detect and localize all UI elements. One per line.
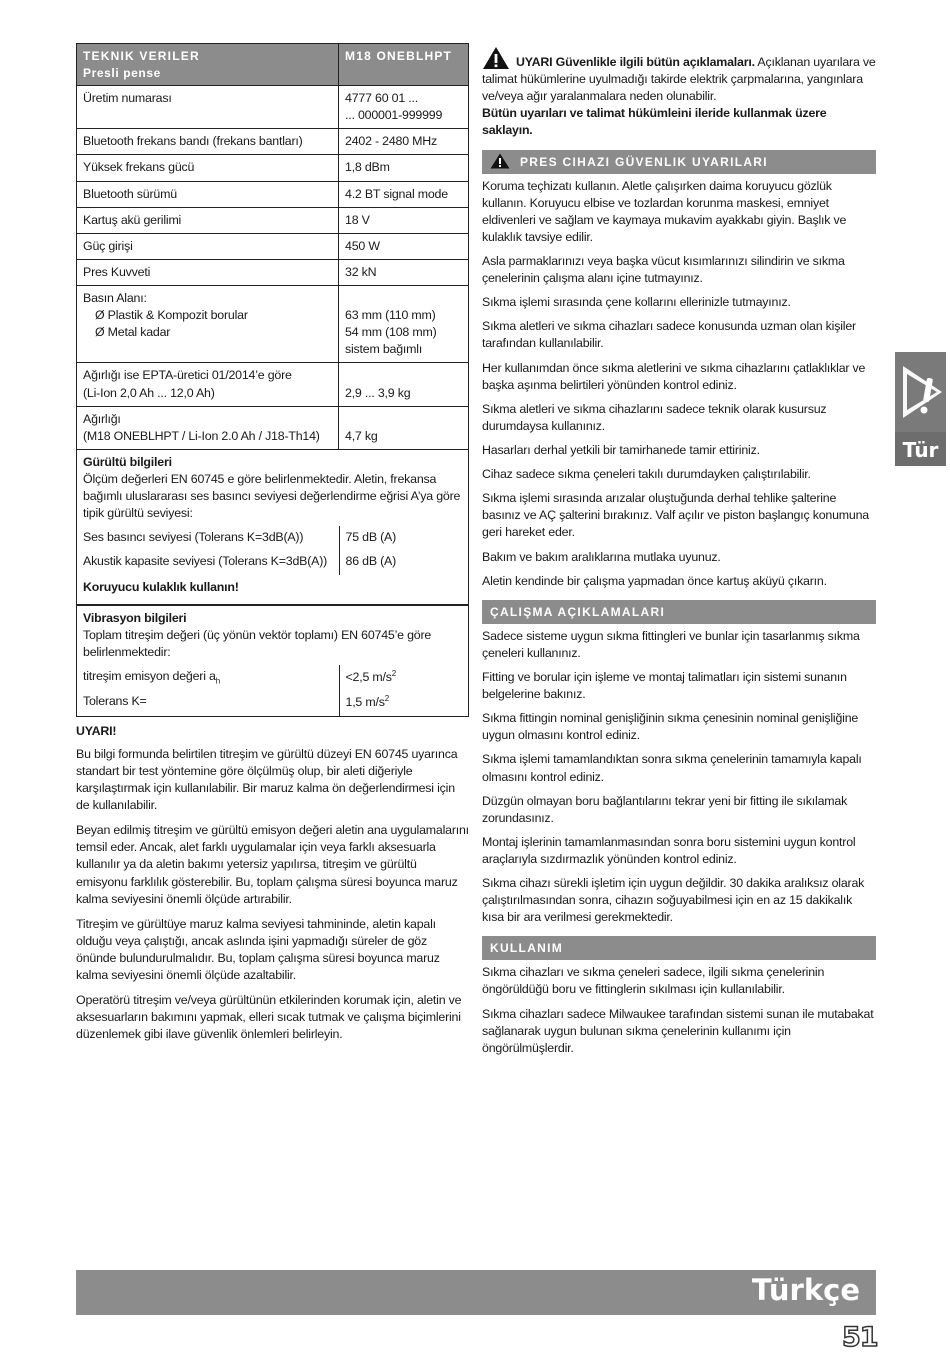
paragraph: Titreşim ve gürültüye maruz kalma seviyesi tahmininde, aletin kapalı olduğu veya çalıştığı, ancak aslında işini yapmadığı süreler de göz önünde bulundurulmalıdır. Bu, toplam çalışma süresi boyunca maruz kalma seviyesini önemli ölçüde azaltabilir. (76, 916, 440, 983)
vibration-info-title: Vibrasyon bilgileri (83, 610, 187, 625)
list-item: Sadece sisteme uygun sıkma fittingleri ve bunlar için tasarlanmış sıkma çeneleri kullanınız. (482, 628, 860, 660)
table-header-subtitle: Presli pense (83, 65, 161, 80)
table-header-title-text: TEKNIK VERILER (83, 49, 200, 63)
tolerance-value: 1,5 m/s (345, 695, 385, 710)
weight-value: 4,7 kg (345, 428, 378, 443)
table-row (77, 550, 468, 574)
pressing-area-value-note: sistem bağımlı (345, 342, 423, 357)
warning-triangle-icon (482, 46, 510, 70)
noise-info-title: Gürültü bilgileri (83, 454, 172, 469)
pressing-area-value-metal: 54 mm (108 mm) (345, 325, 437, 340)
side-tab-icon-box (895, 352, 946, 432)
weight-epta-label: Ağırlığı ise EPTA-üretici 01/2014’e göre (83, 368, 292, 383)
row-label: Kartuş akü gerilimi (77, 207, 339, 233)
table-row (77, 690, 468, 715)
operation-items (482, 628, 876, 927)
section-header-safety (482, 150, 876, 174)
table-row (77, 233, 469, 259)
paragraph: Bu bilgi formunda belirtilen titreşim ve gürültü düzeyi EN 60745 uyarınca standart bir test yöntemine göre ölçülmüş olup, bir aleti diğeriyle karşılaştırmak için kullanılabilir. Bir maruz kalma ön değerlendirmesi için de kullanılabilir. (76, 746, 458, 813)
warning-text: Açıklanan uyarılara ve talimat hükümlerine uyulmadığı takirde elektrik çarpmalarına, yangınlara ve/veya ağır yaralanmalara neden olunabilir. (482, 55, 876, 104)
row-value: 32 kN (339, 259, 469, 285)
table-row (77, 207, 469, 233)
superscript: 2 (391, 668, 397, 678)
list-item: Düzgün olmayan boru bağlantılarını tekrar yeni bir fitting ile sıkılamak zorundasınız. (482, 793, 848, 825)
row-label: Üretim numarası (77, 86, 339, 129)
row-label: Tolerans K= (77, 690, 339, 715)
page-number: 51 (842, 1322, 878, 1353)
row-value: 18 V (339, 207, 469, 233)
right-column (482, 46, 876, 1064)
subscript: h (215, 676, 220, 686)
row-label: Güç girişi (77, 233, 339, 259)
table-header-title (77, 44, 339, 86)
row-label: Bluetooth frekans bandı (frekans bantları) (77, 129, 339, 155)
table-row (77, 86, 469, 129)
table-row (77, 665, 468, 691)
row-label: Pres Kuvveti (77, 259, 339, 285)
warning-heading: UYARI! (76, 723, 117, 738)
row-value (339, 665, 468, 691)
table-header-row (77, 44, 469, 86)
weight-sublabel: (M18 ONEBLHPT / Li-Ion 2.0 Ah / J18-Th14) (83, 428, 320, 443)
row-label: Bluetooth sürümü (77, 181, 339, 207)
row-label (77, 665, 339, 691)
row-label (77, 285, 339, 362)
left-column (76, 43, 469, 1052)
noise-table (77, 526, 468, 574)
row-value: 1,8 dBm (339, 155, 469, 181)
ear-protection-warning: Koruyucu kulaklık kullanın! (83, 579, 239, 594)
footer-bar (76, 1270, 876, 1315)
pressing-area-metal: Ø Metal kadar (95, 325, 171, 340)
weight-epta-value: 2,9 ... 3,9 kg (345, 385, 411, 400)
paragraph: Beyan edilmiş titreşim ve gürültü emisyon değeri aletin ana uygulamalarını temsil eder. Ancak, alet farklı uygulamalar için veya farklı aksesuarla kullanılır ya da aletin bakımı yetersiz yapılırsa, titreşim ve gürültü emisyonu farklılık gösterebilir. Bu, toplam çalışma süresi boyunca maruz kalma seviyesini önemli ölçüde artırabilir. (76, 823, 469, 906)
table-row (77, 259, 469, 285)
row-value: 4.2 BT signal mode (339, 181, 469, 207)
table-row-pressing-area (77, 285, 469, 362)
pressing-area-plastic: Ø Plastik & Kompozit borular (95, 308, 248, 323)
row-value: 2402 - 2480 MHz (339, 129, 469, 155)
row-label (77, 406, 339, 449)
language-side-tab (895, 352, 946, 466)
noise-info-box (76, 450, 469, 605)
row-value (339, 285, 469, 362)
table-row (77, 526, 468, 550)
row-value-line: ... 000001-999999 (345, 108, 443, 123)
section-header-usage (482, 936, 876, 960)
list-item: Montaj işlerinin tamamlanmasından sonra boru sistemini uygun kontrol araçlarıyla sızdırmazlık yönünden kontrol ediniz. (482, 834, 856, 866)
list-item: Fitting ve borular için işleme ve montaj talimatları için sistemi sunanın belgelerine bakınız. (482, 669, 847, 702)
list-item: Her kullanımdan önce sıkma aletlerini ve sıkma cihazlarını çatlaklıklar ve başka aşınma belirtileri yönünden kontrol ediniz. (482, 360, 866, 392)
vibration-info-box (76, 605, 469, 717)
row-value-line: 4777 60 01 ... (345, 91, 418, 106)
list-item: Hasarları derhal yetkili bir tamirhanede tamir ettiriniz. (482, 442, 760, 457)
row-label: Akustik kapasite seviyesi (Tolerans K=3dB(A)) (77, 550, 339, 574)
list-item: Sıkma cihazları sadece Milwaukee tarafından sistemi sunan ile mutabakat sağlanarak uygun bulunan sıkma çenelerinin kullanımı için öngörülmüşlerdir. (482, 1006, 874, 1055)
row-value: 86 dB (A) (345, 554, 397, 569)
row-label: Ses basıncı seviyesi (Tolerans K=3dB(A)) (77, 526, 339, 550)
table-row (77, 129, 469, 155)
weight-epta-sublabel: (Li-Ion 2,0 Ah ... 12,0 Ah) (83, 385, 215, 400)
superscript: 2 (384, 694, 389, 704)
row-value (339, 363, 469, 406)
warning-title: UYARI Güvenlikle ilgili bütün açıklamaları. (516, 55, 755, 69)
vibration-table (77, 665, 468, 716)
table-row (77, 155, 469, 181)
list-item: Sıkma aletleri ve sıkma cihazları sadece konusunda uzman olan kişiler tarafından kullanılabilir. (482, 319, 856, 351)
table-row-weight (77, 406, 469, 449)
section-title: PRES CIHAZI GÜVENLIK UYARILARI (520, 154, 768, 169)
usage-items (482, 964, 876, 1057)
section-title: KULLANIM (490, 941, 564, 956)
side-tab-label: Tür (902, 438, 939, 462)
row-value: 75 dB (A) (345, 530, 397, 545)
list-item: Asla parmaklarınızı veya başka vücut kısımlarınızı silindirin ve sıkma çenelerinin çalışma alanı içine tutmayınız. (482, 253, 845, 286)
technical-data-table (76, 43, 469, 450)
vibration-emission-label: titreşim emisyon değeri a (83, 668, 216, 683)
pressing-area-label: Basın Alanı: (83, 290, 147, 305)
list-item: Sıkma işlemi sırasında arızalar oluştuğunda derhal tehlike şalterine basınız ve AÇ şalterini bırakınız. Valf açılır ve piston başlangıç konumuna geri hareket eder. (482, 491, 869, 540)
footer-language-label: Türkçe (751, 1273, 860, 1307)
list-item: Sıkma işlemi sırasında çene kollarını ellerinizle tutmayınız. (482, 295, 791, 310)
section-title: ÇALIŞMA AÇIKLAMALARI (490, 604, 666, 619)
section-header-operation (482, 600, 876, 624)
vibration-emission-value: <2,5 m/s (345, 670, 392, 685)
row-value: 450 W (339, 233, 469, 259)
row-label (77, 363, 339, 406)
list-item: Sıkma cihazları ve sıkma çeneleri sadece, ilgili sıkma çenelerinin öngörüldüğü boru ve fittinglerin sıkılması için kullanılabilir. (482, 965, 825, 997)
weight-label: Ağırlığı (83, 411, 121, 426)
row-value (339, 406, 469, 449)
row-value (339, 690, 468, 715)
warning-exclamation-icon (895, 352, 946, 432)
list-item: Sıkma işlemi tamamlandıktan sonra sıkma çenelerinin tamamıyla kapalı olmasını kontrol ediniz. (482, 752, 862, 784)
list-item: Cihaz sadece sıkma çeneleri takılı durumdayken çalıştırılabilir. (482, 467, 811, 482)
list-item: Koruma teçhizatı kullanın. Aletle çalışırken daima koruyucu gözlük kullanın. Koruyucu elbise ve tozlardan korunma maskesi, emniyet eldivenleri ve sağlam ve kaymaya mukavim ayakkabı giyin. Başlık ve kulaklık tavsiye edilir. (482, 178, 847, 244)
list-item: Bakım ve bakım aralıklarına mutlaka uyunuz. (482, 549, 721, 564)
safety-items (482, 178, 876, 590)
list-item: Sıkma cihazı sürekli işletim için uygun değildir. 30 dakika aralıksız olarak çalıştırılmasından sonra, cihazın soğuyabilmesi için en az 15 dakikalık kısa bir ara verilmesi gerekmektedir. (482, 876, 865, 925)
list-item: Aletin kendinde bir çalışma yapmadan önce kartuş aküyü çıkarın. (482, 573, 827, 588)
table-row (77, 181, 469, 207)
keep-instructions-text: Bütün uyarıları ve talimat hükümleini ileride kullanmak üzere saklayın. (482, 106, 827, 138)
list-item: Sıkma fittingin nominal genişliğinin sıkma çenesinin nominal genişliğine uygun olmasını kontrol ediniz. (482, 711, 859, 743)
noise-info-text: Ölçüm değerleri EN 60745 e göre belirlenmektedir. Aletin, frekansa bağımlı uluslararası ses basıncı seviyesi değerlendirme eğrisi A’ya göre tipik gürültü seviyesi: (83, 471, 461, 521)
table-row-weight-epta (77, 363, 469, 406)
paragraph: Operatörü titreşim ve/veya gürültünün etkilerinden korumak için, aletin ve aksesuarların bakımını yapmak, elleri sıcak tutmak ve çalışma biçimlerini düzenlemek gibi ilave güvenlik önlemleri belirleyin. (76, 993, 462, 1042)
row-label: Yüksek frekans gücü (77, 155, 339, 181)
pressing-area-value-plastic: 63 mm (110 mm) (345, 308, 436, 323)
warning-triangle-icon (490, 153, 510, 169)
table-header-model: M18 ONEBLHPT (339, 44, 469, 86)
row-value (339, 86, 469, 129)
general-warning (482, 46, 876, 140)
list-item: Sıkma aletleri ve sıkma cihazlarını sadece teknik olarak kusursuz durumdaysa kullanınız. (482, 401, 827, 433)
vibration-info-text: Toplam titreşim değeri (üç yönün vektör toplamı) EN 60745’e göre belirlenmektedir: (83, 627, 432, 659)
